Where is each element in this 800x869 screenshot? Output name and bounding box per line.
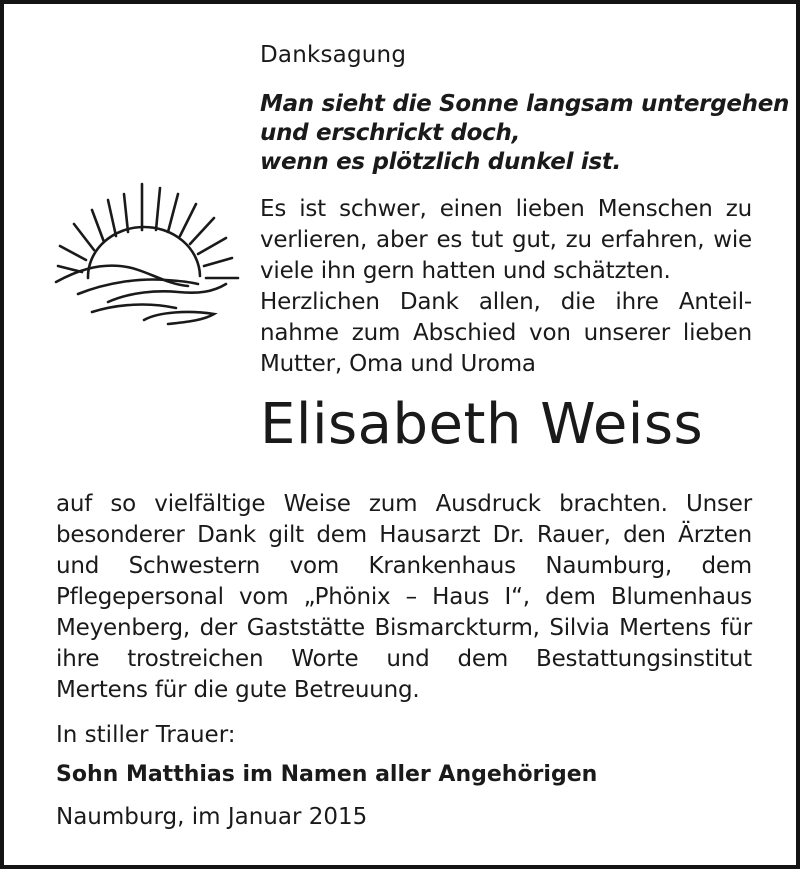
place-date: Naumburg, im Januar 2015 bbox=[56, 804, 368, 830]
body-line: Pflegepersonal vom „Phönix – Haus I“, dem Blumenhaus bbox=[56, 584, 752, 610]
quote-block bbox=[260, 90, 789, 177]
intro-line: Mutter, Oma und Uroma bbox=[260, 351, 536, 377]
intro-line: Herzlichen Dank allen, die ihre Anteil- bbox=[260, 289, 752, 315]
intro-line: viele ihn gern hatten und schätzten. bbox=[260, 258, 671, 284]
quote-line: Man sieht die Sonne langsam untergehen bbox=[260, 91, 790, 117]
body-line: auf so vielfältige Weise zum Ausdruck brachten. Unser bbox=[56, 491, 752, 517]
signature: Sohn Matthias im Namen aller Angehörigen bbox=[56, 762, 598, 787]
intro-line: Es ist schwer, einen lieben Menschen zu bbox=[260, 196, 752, 222]
body-line: besonderer Dank gilt dem Hausarzt Dr. Rauer, den Ärzten bbox=[56, 522, 752, 548]
closing-label: In stiller Trauer: bbox=[56, 722, 236, 748]
body-line: ihre trostreichen Worte und dem Bestattungsinstitut bbox=[56, 646, 752, 672]
body-line: Mertens für die gute Betreuung. bbox=[56, 677, 420, 703]
thanks-paragraph bbox=[56, 489, 752, 706]
intro-paragraph bbox=[260, 194, 752, 380]
body-line: und Schwestern vom Krankenhaus Naumburg, dem bbox=[56, 553, 752, 579]
card-heading: Danksagung bbox=[260, 42, 407, 68]
quote-line: wenn es plötzlich dunkel ist. bbox=[260, 149, 621, 175]
intro-line: verlieren, aber es tut gut, zu erfahren, wie bbox=[260, 227, 752, 253]
body-line: Meyenberg, der Gaststätte Bismarckturm, Silvia Mertens für bbox=[56, 615, 752, 641]
intro-line: nahme zum Abschied von unserer lieben bbox=[260, 320, 752, 346]
deceased-name: Elisabeth Weiss bbox=[260, 392, 704, 457]
quote-line: und erschrickt doch, bbox=[260, 120, 521, 146]
setting-sun-over-hills-icon bbox=[48, 174, 248, 334]
